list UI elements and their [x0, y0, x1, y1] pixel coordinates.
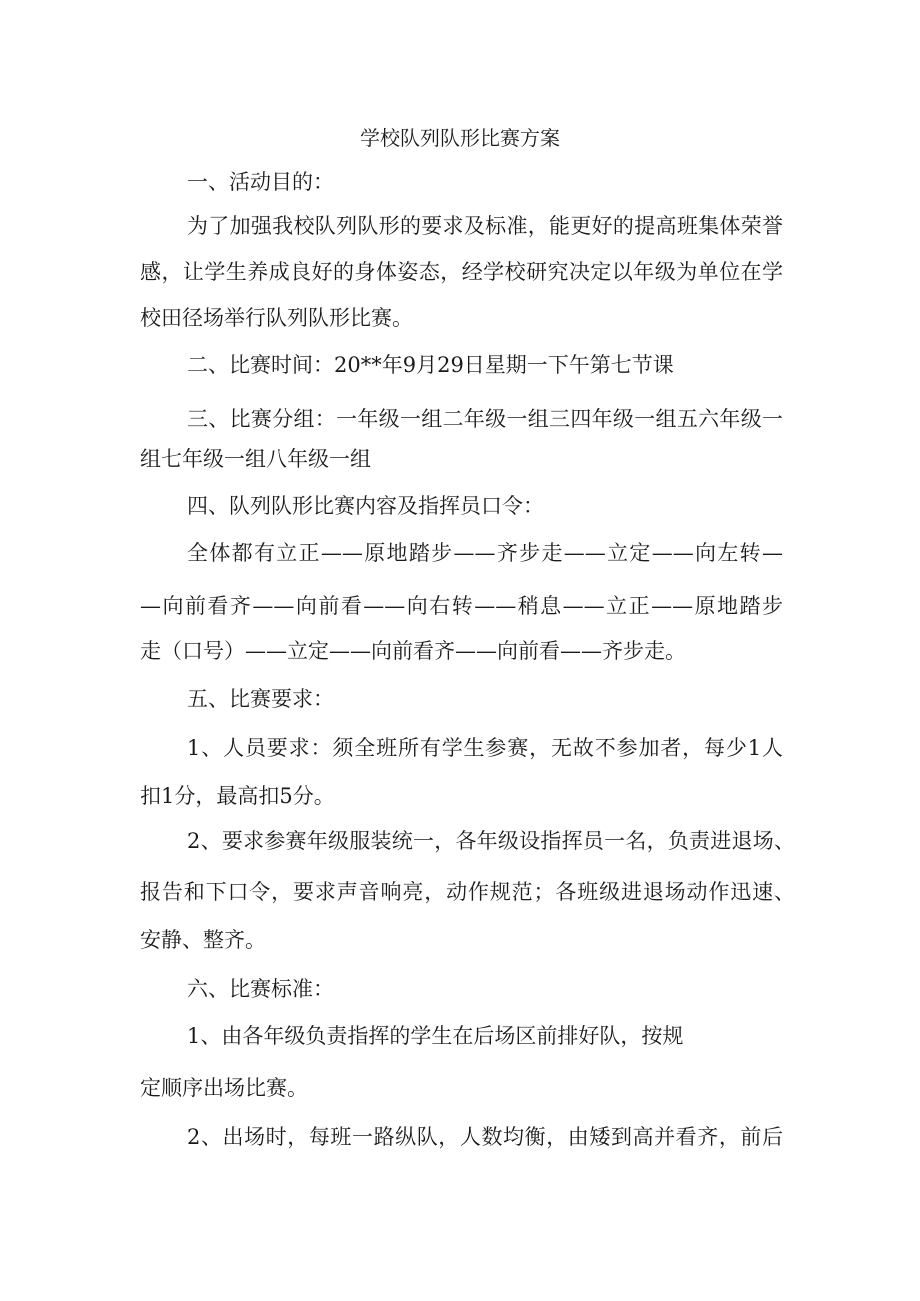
paragraph-line: 定顺序出场比赛。 [140, 1076, 308, 1100]
section-heading-5: 五、比赛要求： [187, 687, 334, 711]
paragraph-line: 校田径场举行队列队形比赛。 [140, 306, 413, 330]
paragraph-line: —向前看齐——向前看——向右转——稍息——立正——原地踏步 [140, 594, 783, 618]
paragraph-line: 走（口号）——立定——向前看齐——向前看——齐步走。 [140, 639, 686, 663]
section-heading-1: 一、活动目的： [187, 170, 334, 194]
document-title: 学校队列队形比赛方案 [360, 126, 560, 150]
paragraph-line: 1、人员要求：须全班所有学生参赛，无故不参加者，每少1人 [187, 736, 783, 760]
paragraph-line: 2、要求参赛年级服装统一，各年级设指挥员一名，负责进退场、 [187, 829, 795, 853]
section-heading-3: 三、比赛分组：一年级一组二年级一组三四年级一组五六年级一 [187, 407, 783, 431]
paragraph-line: 感，让学生养成良好的身体姿态，经学校研究决定以年级为单位在学 [140, 260, 783, 284]
section-heading-2: 二、比赛时间：20**年9月29日星期一下午第七节课 [187, 353, 674, 377]
paragraph-line: 扣1分，最高扣5分。 [140, 784, 335, 808]
paragraph-line: 全体都有立正——原地踏步——齐步走——立定——向左转— [187, 541, 783, 565]
paragraph-line: 为了加强我校队列队形的要求及标准，能更好的提高班集体荣誉 [187, 214, 783, 238]
paragraph-line: 1、由各年级负责指挥的学生在后场区前排好队，按规 [187, 1024, 684, 1048]
paragraph-line: 报告和下口令，要求声音响亮，动作规范；各班级进退场动作迅速、 [140, 880, 795, 904]
section-heading-4: 四、队列队形比赛内容及指挥员口令： [187, 494, 544, 518]
paragraph-line: 安静、整齐。 [140, 928, 266, 952]
paragraph-line: 2、出场时，每班一路纵队，人数均衡，由矮到高并看齐，前后 [187, 1125, 783, 1149]
paragraph-line: 组七年级一组八年级一组 [140, 447, 371, 471]
section-heading-6: 六、比赛标准： [187, 977, 334, 1001]
